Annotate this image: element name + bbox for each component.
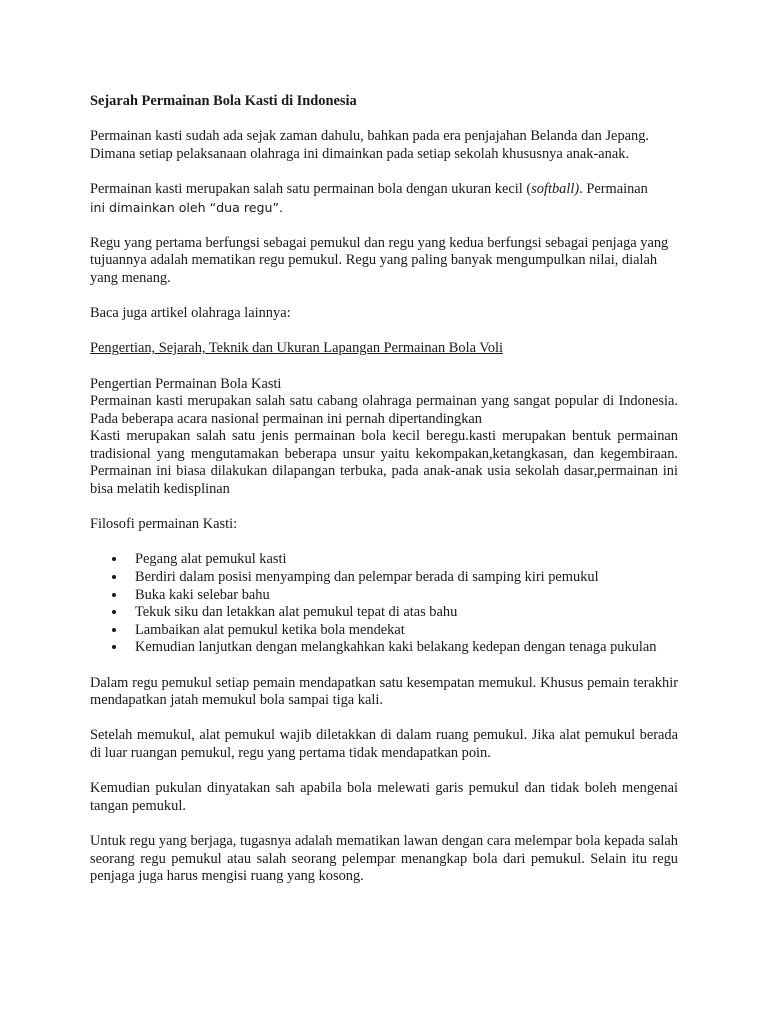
paragraph-valid-hit: Kemudian pukulan dinyatakan sah apabila bola melewati garis pemukul dan tidak boleh mengenai tangan pemukul. [90, 780, 678, 814]
softball-term: softball) [531, 180, 580, 197]
paragraph-history: Permainan kasti sudah ada sejak zaman dahulu, bahkan pada era penjajahan Belanda dan Jepang. Dimana setiap pelaksanaan olahraga ini dimainkan pada setiap sekolah khususnya anak-anak. [90, 128, 650, 162]
filosofi-list [90, 551, 678, 657]
paragraph-fielding-team: Untuk regu yang berjaga, tugasnya adalah mematikan lawan dengan cara melempar bola kepada salah seorang regu pemukul atau salah seorang pelempar menangkap bola dari pemukul. Selain itu regu penjaga juga harus mengisi ruang yang kosong. [90, 832, 678, 885]
paragraph-teams: Regu yang pertama berfungsi sebagai pemukul dan regu yang kedua berfungsi sebagai penjaga yang tujuannya adalah mematikan regu pemukul. Regu yang paling banyak mengumpulkan nilai, dialah yang menang. [90, 234, 669, 286]
list-item: • Kemudian lanjutkan dengan melangkahkan kaki belakang kedepan dengan tenaga pukulan [127, 639, 678, 657]
list-item: • Pegang alat pemukul kasti [127, 551, 678, 569]
paragraph-softball-text-a: Permainan kasti merupakan salah satu permainan bola dengan ukuran kecil ( [90, 180, 532, 197]
paragraph-softball-text-c: ini dimainkan oleh “dua regu”. [90, 199, 284, 215]
paragraph-bat-placement: Setelah memukul, alat pemukul wajib diletakkan di dalam ruang pemukul. Jika alat pemukul berada di luar ruangan pemukul, regu yang pertama tidak mendapatkan poin. [90, 727, 678, 761]
paragraph-softball-text-b: . Permainan [579, 180, 648, 197]
related-article-link[interactable]: Pengertian, Sejarah, Teknik dan Ukuran Lapangan Permainan Bola Voli [90, 340, 504, 357]
list-item: • Lambaikan alat pemukul ketika bola mendekat [127, 622, 678, 640]
document-page [90, 93, 678, 903]
list-item: • Tekuk siku dan letakkan alat pemukul tepat di atas bahu [127, 604, 678, 622]
filosofi-heading: Filosofi permainan Kasti: [90, 516, 238, 533]
section-definition [90, 376, 678, 499]
document-title: Sejarah Permainan Bola Kasti di Indonesia [90, 93, 357, 109]
list-item: • Buka kaki selebar bahu [127, 587, 678, 605]
paragraph-read-also: Baca juga artikel olahraga lainnya: [90, 305, 291, 322]
paragraph-softball [90, 181, 678, 217]
section-definition-line2: Kasti merupakan salah satu jenis permainan bola kecil beregu.kasti merupakan bentuk permainan tradisional yang mengutamakan beberapa unsur yaitu kekompakan,ketangkasan, dan kegembiraan. Permainan ini biasa dilakukan dilapangan terbuka, pada anak-anak usia sekolah dasar,permainan ini bisa melatih kedisplinan [90, 428, 678, 498]
related-article-link-line [90, 340, 678, 358]
list-item: • Berdiri dalam posisi menyamping dan pelempar berada di samping kiri pemukul [127, 569, 678, 587]
section-definition-line1: Permainan kasti merupakan salah satu cabang olahraga permainan yang sangat popular di Indonesia. Pada beberapa acara nasional permainan ini pernah dipertandingkan [90, 393, 678, 427]
section-definition-heading: Pengertian Permainan Bola Kasti [90, 375, 282, 392]
paragraph-batting-turns: Dalam regu pemukul setiap pemain mendapatkan satu kesempatan memukul. Khusus pemain terakhir mendapatkan jatah memukul bola sampai tiga kali. [90, 674, 678, 709]
